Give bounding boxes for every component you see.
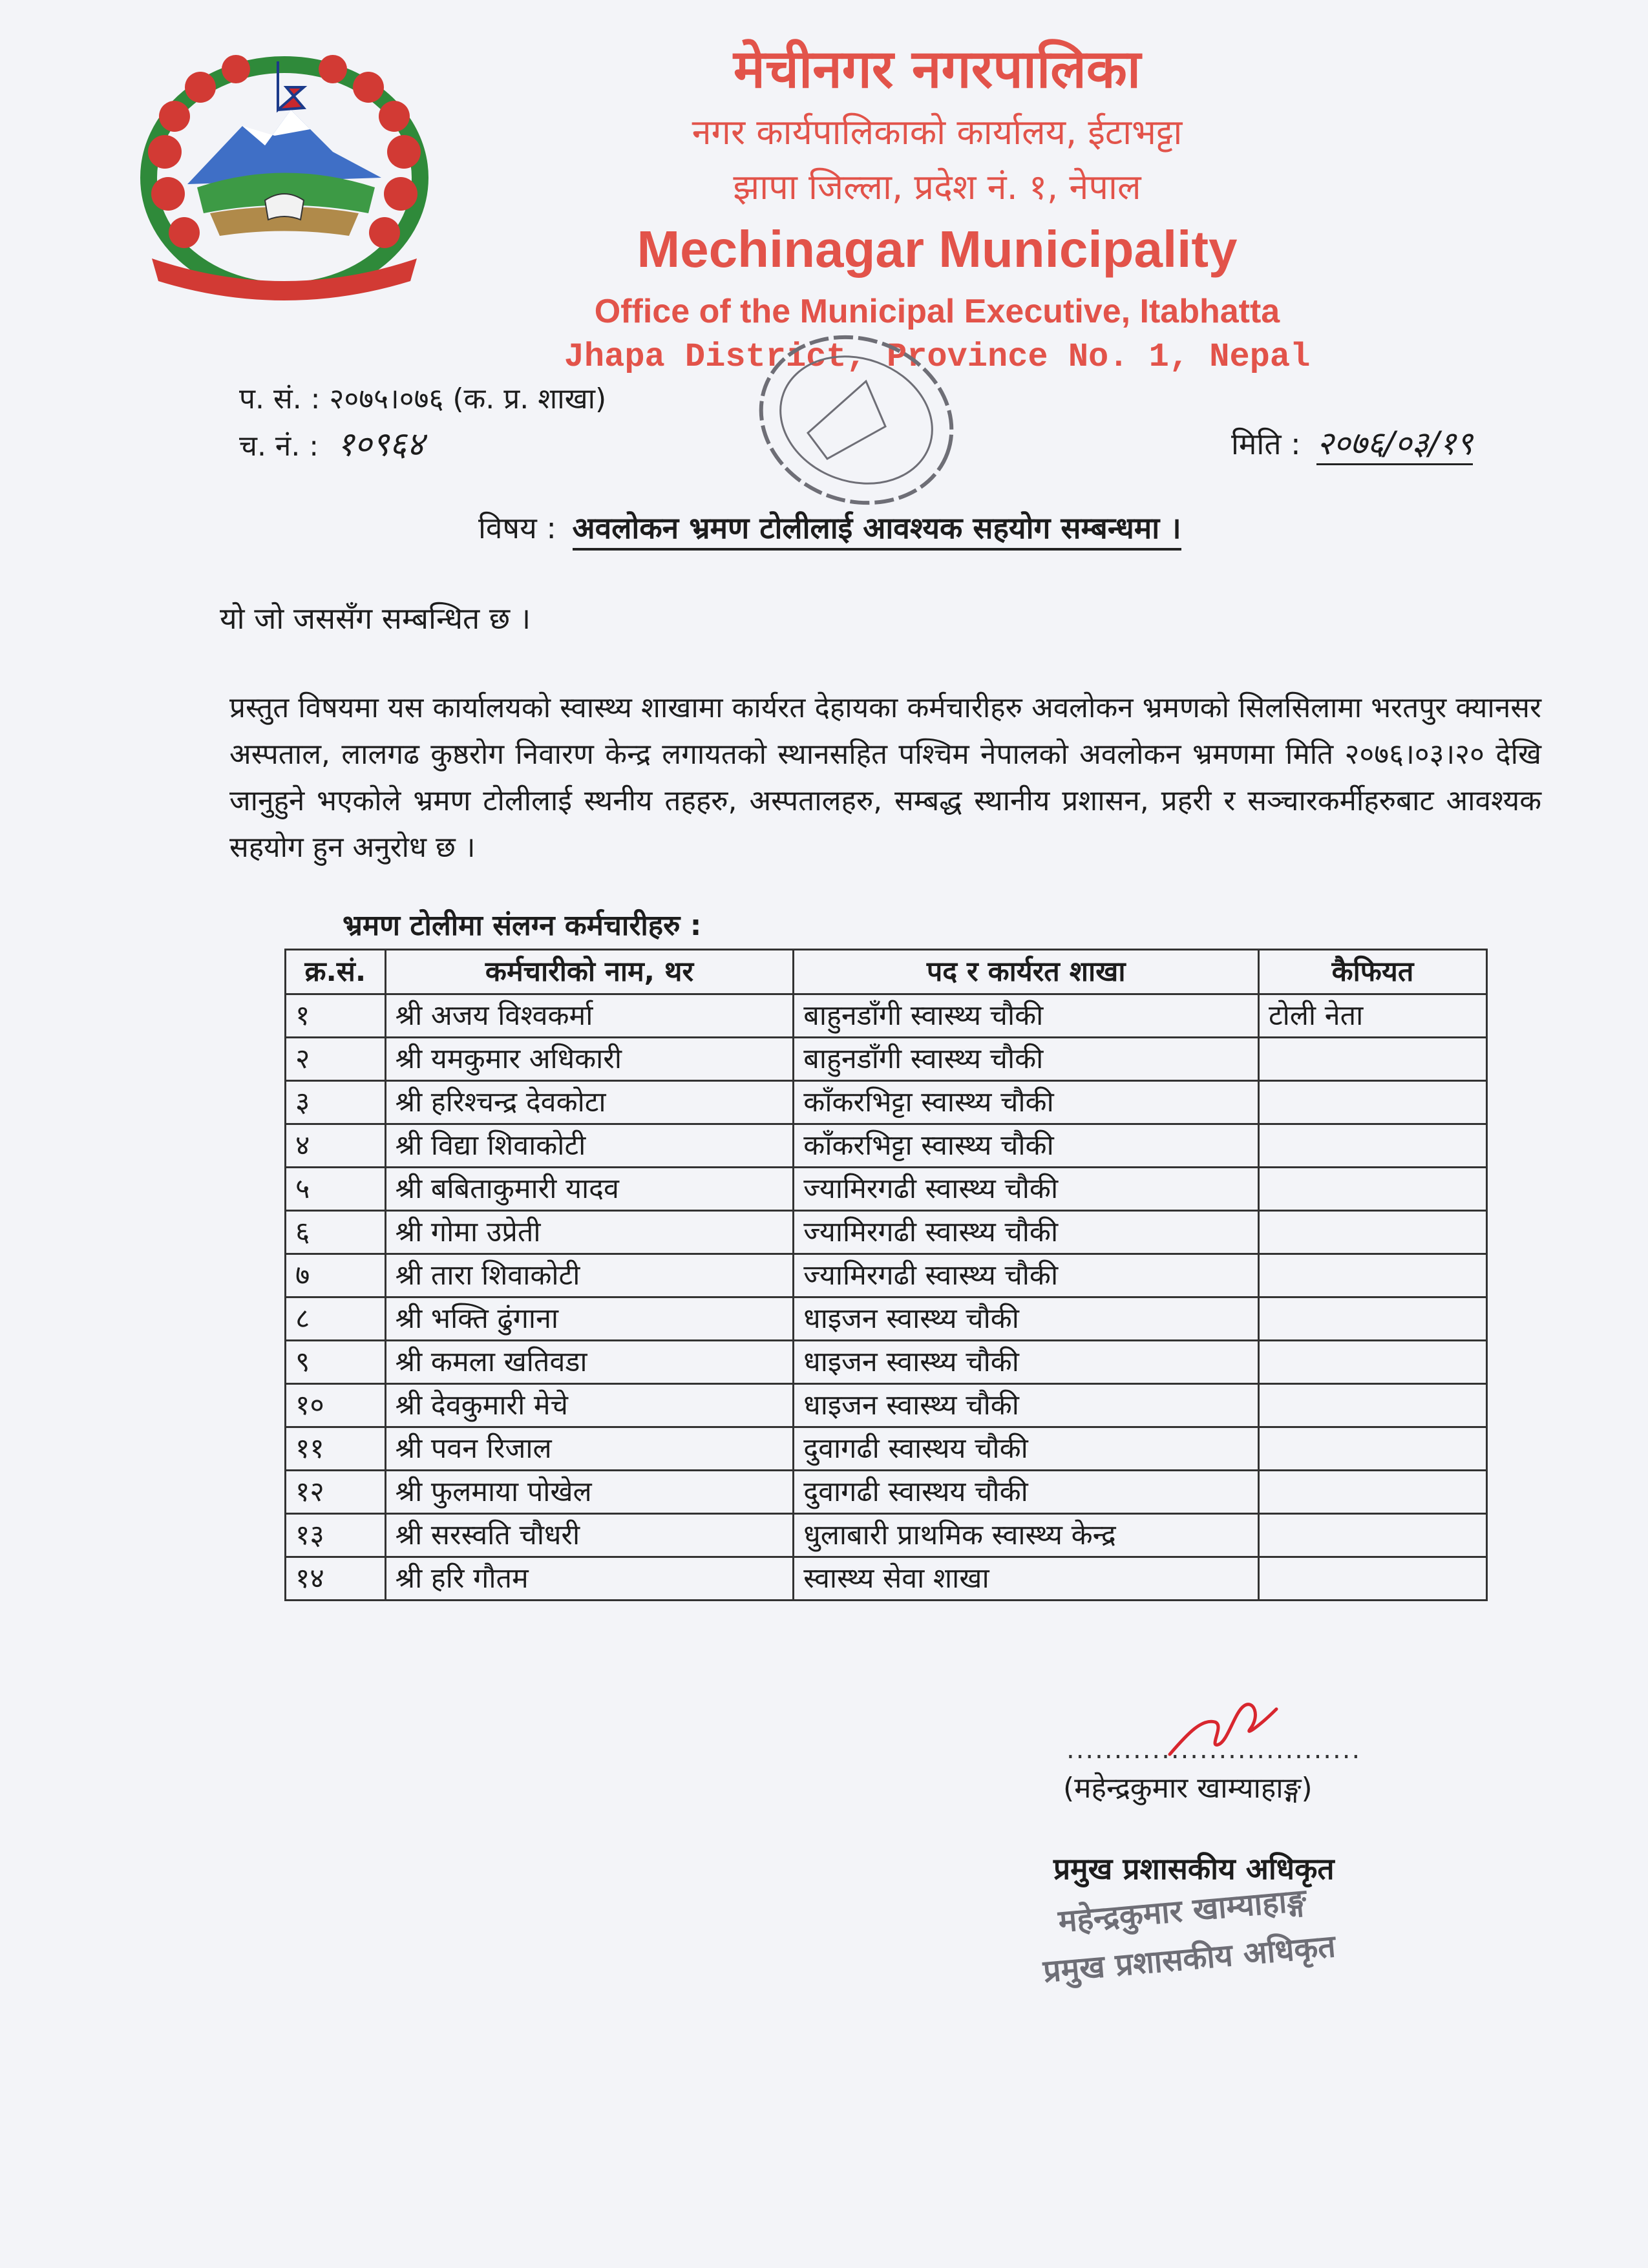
- cell-name: श्री यमकुमार अधिकारी: [385, 1038, 794, 1081]
- cell-name: श्री हरिश्चन्द्र देवकोटा: [385, 1081, 794, 1124]
- table-row: [286, 1124, 1487, 1168]
- date-label: मिति :: [1231, 426, 1301, 461]
- table-row: [286, 1211, 1487, 1254]
- cell-sn: ६: [286, 1211, 386, 1254]
- cell-name: श्री गोमा उप्रेती: [385, 1211, 794, 1254]
- cell-post: धाइजन स्वास्थ्य चौकी: [794, 1341, 1259, 1384]
- letterhead-english-address: Jhapa District, Province No. 1, Nepal: [564, 338, 1311, 376]
- cell-remarks: [1258, 1471, 1486, 1514]
- cell-sn: ९: [286, 1341, 386, 1384]
- table-row: [286, 1384, 1487, 1427]
- ps-label: प. सं. :: [239, 383, 321, 415]
- cell-name: श्री विद्या शिवाकोटी: [385, 1124, 794, 1168]
- seal-stamp-title: प्रमुख प्रशासकीय अधिकृत: [1041, 1928, 1337, 1990]
- seal-stamp-name: महेन्द्रकुमार खाम्याहाङ्ग: [1057, 1882, 1308, 1940]
- nepal-emblem-logo: [126, 48, 443, 304]
- reference-ps: [239, 378, 606, 417]
- cell-sn: ८: [286, 1297, 386, 1341]
- cell-remarks: [1258, 1038, 1486, 1081]
- cell-sn: १३: [286, 1514, 386, 1557]
- header-remarks: कैफियत: [1258, 950, 1486, 994]
- cell-sn: १०: [286, 1384, 386, 1427]
- cell-post: दुवागढी स्वास्थय चौकी: [794, 1427, 1259, 1471]
- signatory-title: प्रमुख प्रशासकीय अधिकृत: [1053, 1851, 1335, 1886]
- handwritten-signature: [1163, 1693, 1293, 1764]
- cell-name: श्री कमला खतिवडा: [385, 1341, 794, 1384]
- body-paragraph: प्रस्तुत विषयमा यस कार्यालयको स्वास्थ्य शाखामा कार्यरत देहायका कर्मचारीहरु अवलोकन भ्रमणको सिलसिलामा भरतपुर क्यानसर अस्पताल, लालगढ कुष्ठरोग निवारण केन्द्र लगायतको स्थानसहित पश्चिम नेपालको अवलोकन भ्रमणमा मिति २०७६।०३।२० देखि जानुहुने भएकोले भ्रमण टोलीलाई स्थनीय तहहरु, अस्पतालहरु, सम्बद्ध स्थानीय प्रशासन, प्रहरी र सञ्चारकर्मीहरुबाट आवश्यक सहयोग हुन अनुरोध छ ।: [229, 691, 1541, 864]
- name-seal-stamp: [1037, 1873, 1380, 1992]
- cn-value: १०९६४: [337, 425, 425, 464]
- header-post: पद र कार्यरत शाखा: [794, 950, 1259, 994]
- table-row: [286, 1168, 1487, 1211]
- table-row: [286, 1427, 1487, 1471]
- table-row: [286, 1341, 1487, 1384]
- cell-post: बाहुनडाँगी स्वास्थ्य चौकी: [794, 994, 1259, 1038]
- table-header-row: [286, 950, 1487, 994]
- cell-sn: १४: [286, 1557, 386, 1601]
- cell-remarks: [1258, 1254, 1486, 1297]
- cell-sn: ७: [286, 1254, 386, 1297]
- header-name: कर्मचारीको नाम, थर: [385, 950, 794, 994]
- table-row: [286, 1557, 1487, 1601]
- cell-name: श्री भक्ति ढुंगाना: [385, 1297, 794, 1341]
- cell-remarks: [1258, 1124, 1486, 1168]
- cell-remarks: [1258, 1427, 1486, 1471]
- header-sn: क्र.सं.: [286, 950, 386, 994]
- ps-value: २०७५।०७६ (क. प्र. शाखा): [329, 383, 607, 415]
- cell-remarks: [1258, 1557, 1486, 1601]
- table-row: [286, 1254, 1487, 1297]
- cell-post: ज्यामिरगढी स्वास्थ्य चौकी: [794, 1168, 1259, 1211]
- cell-remarks: [1258, 1211, 1486, 1254]
- cell-post: काँकरभिट्टा स्वास्थ्य चौकी: [794, 1124, 1259, 1168]
- cell-remarks: टोली नेता: [1258, 994, 1486, 1038]
- cell-remarks: [1258, 1081, 1486, 1124]
- cell-sn: १: [286, 994, 386, 1038]
- cell-name: श्री फुलमाया पोखेल: [385, 1471, 794, 1514]
- cell-post: धाइजन स्वास्थ्य चौकी: [794, 1384, 1259, 1427]
- table-row: [286, 1081, 1487, 1124]
- signature-dotted-line: ...............................: [1066, 1735, 1362, 1765]
- cell-sn: ११: [286, 1427, 386, 1471]
- table-row: [286, 1038, 1487, 1081]
- letterhead-nepali-address: झापा जिल्ला, प्रदेश नं. १, नेपाल: [733, 167, 1141, 207]
- table-row: [286, 994, 1487, 1038]
- subject-line: [478, 507, 1318, 547]
- cell-name: श्री अजय विश्वकर्मा: [385, 994, 794, 1038]
- signatory-name: (महेन्द्रकुमार खाम्याहाङ्ग): [1063, 1772, 1313, 1805]
- cn-label: च. नं. :: [239, 430, 319, 463]
- cell-remarks: [1258, 1384, 1486, 1427]
- cell-post: काँकरभिट्टा स्वास्थ्य चौकी: [794, 1081, 1259, 1124]
- table-row: [286, 1297, 1487, 1341]
- cell-post: धाइजन स्वास्थ्य चौकी: [794, 1297, 1259, 1341]
- letterhead-nepali-title: मेचीनगर नगरपालिका: [733, 39, 1141, 100]
- cell-sn: २: [286, 1038, 386, 1081]
- letter-date: [1231, 420, 1473, 464]
- table-heading: भ्रमण टोलीमा संलग्न कर्मचारीहरु :: [343, 909, 702, 942]
- subject-text: अवलोकन भ्रमण टोलीलाई आवश्यक सहयोग सम्बन्धमा ।: [573, 510, 1181, 551]
- cell-name: श्री सरस्वति चौधरी: [385, 1514, 794, 1557]
- cell-post: धुलाबारी प्राथमिक स्वास्थ्य केन्द्र: [794, 1514, 1259, 1557]
- cell-name: श्री देवकुमारी मेचे: [385, 1384, 794, 1427]
- staff-table: [284, 949, 1488, 1601]
- cell-post: दुवागढी स्वास्थय चौकी: [794, 1471, 1259, 1514]
- reference-cn: [239, 420, 424, 466]
- cell-remarks: [1258, 1341, 1486, 1384]
- salutation: यो जो जससँग सम्बन्धित छ ।: [220, 601, 531, 636]
- cell-post: बाहुनडाँगी स्वास्थ्य चौकी: [794, 1038, 1259, 1081]
- date-value: २०७६/०३/१९: [1316, 425, 1473, 465]
- cell-remarks: [1258, 1168, 1486, 1211]
- cell-name: श्री बबिताकुमारी यादव: [385, 1168, 794, 1211]
- cell-post: स्वास्थ्य सेवा शाखा: [794, 1557, 1259, 1601]
- cell-sn: ३: [286, 1081, 386, 1124]
- cell-remarks: [1258, 1514, 1486, 1557]
- cell-sn: १२: [286, 1471, 386, 1514]
- table-row: [286, 1471, 1487, 1514]
- cell-name: श्री तारा शिवाकोटी: [385, 1254, 794, 1297]
- cell-name: श्री हरि गौतम: [385, 1557, 794, 1601]
- letterhead-english-title: Mechinagar Municipality: [637, 220, 1238, 278]
- letterhead-english-office: Office of the Municipal Executive, Itabhatta: [594, 293, 1280, 330]
- cell-remarks: [1258, 1297, 1486, 1341]
- table-row: [286, 1514, 1487, 1557]
- cell-sn: ५: [286, 1168, 386, 1211]
- subject-label: विषय :: [478, 510, 556, 545]
- office-round-stamp: [737, 323, 982, 517]
- cell-post: ज्यामिरगढी स्वास्थ्य चौकी: [794, 1254, 1259, 1297]
- letterhead-nepali-office: नगर कार्यपालिकाको कार्यालय, ईटाभट्टा: [692, 112, 1183, 152]
- cell-name: श्री पवन रिजाल: [385, 1427, 794, 1471]
- cell-post: ज्यामिरगढी स्वास्थ्य चौकी: [794, 1211, 1259, 1254]
- cell-sn: ४: [286, 1124, 386, 1168]
